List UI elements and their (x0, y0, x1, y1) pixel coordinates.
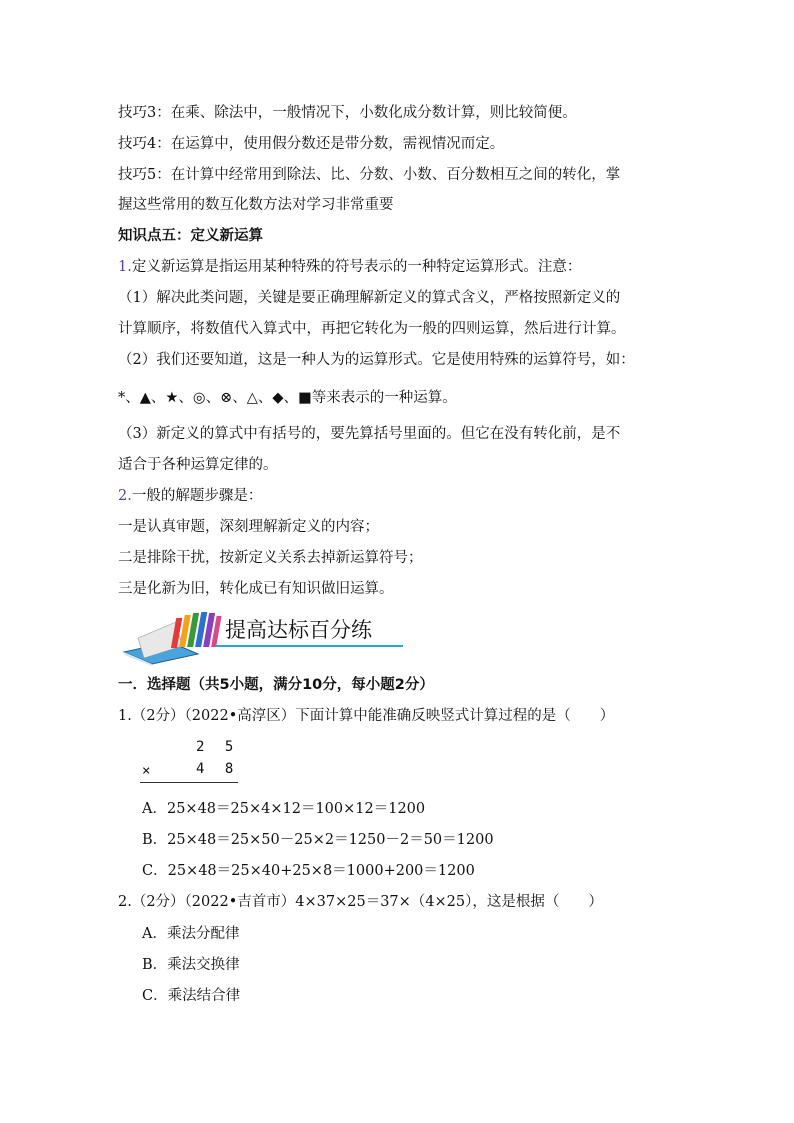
symbol-asterisk: * (118, 390, 126, 406)
tip-4: 技巧4：在运算中，使用假分数还是带分数，需视情况而定。 (118, 136, 505, 152)
symbol-row: *、▲、★、◎、⊗、△、◆、■等来表示的一种运算。 (118, 390, 457, 406)
symbol-row-tail: 等来表示的一种运算。 (311, 390, 457, 406)
point-1 (118, 257, 581, 277)
note-3-line-2: 适合于各种运算定律的。 (118, 457, 278, 473)
symbol-star: ★ (165, 390, 179, 406)
symbol-diamond: ◆ (272, 390, 284, 406)
question-2-option-c[interactable]: C．乘法结合律 (142, 988, 241, 1004)
point-1-text: 定义新运算是指运用某种特殊的符号表示的一种特定运算形式。注意： (131, 259, 582, 275)
vertical-operator: × (142, 763, 157, 779)
point-2 (118, 486, 262, 506)
symbol-triangle-filled: ▲ (139, 390, 151, 406)
note-3-line-1: （3）新定义的算式中有括号的，要先算括号里面的。但它在没有转化前，是不 (118, 426, 621, 442)
symbol-square: ■ (298, 390, 312, 406)
point-2-text: 一般的解题步骤是： (131, 488, 263, 504)
point-1-number: 1. (118, 259, 132, 275)
point-2-number: 2. (118, 488, 132, 504)
banner-title: 提高达标百分练 (225, 618, 372, 642)
vertical-multiplication (140, 737, 240, 789)
question-2-stem: 2.（2分）（2022•吉首市）4×37×25＝37×（4×25），这是根据（ ） (118, 894, 603, 910)
note-2-line-1: （2）我们还要知道，这是一种人为的运算形式。它是使用特殊的运算符号，如： (118, 352, 635, 368)
vertical-rule (140, 782, 238, 783)
section-heading: 知识点五：定义新运算 (118, 228, 263, 244)
tip-3: 技巧3：在乘、除法中，一般情况下，小数化成分数计算，则比较简便。 (118, 105, 577, 121)
note-1-line-2: 计算顺序，将数值代入算式中，再把它转化为一般的四则运算，然后进行计算。 (118, 321, 626, 337)
symbol-circled-times: ⊗ (220, 390, 233, 406)
note-1-line-1: （1）解决此类问题，关键是要正确理解新定义的算式含义，严格按照新定义的 (118, 290, 621, 306)
question-2-option-b[interactable]: B．乘法交换律 (142, 957, 240, 973)
question-1-option-a[interactable]: A．25×48＝25×4×12＝100×12＝1200 (142, 801, 426, 817)
quiz-section-title: 一．选择题（共5小题，满分10分，每小题2分） (118, 677, 434, 693)
step-1: 一是认真审题，深刻理解新定义的内容； (118, 519, 379, 535)
step-2: 二是排除干扰，按新定义关系去掉新运算符号； (118, 550, 423, 566)
question-1-stem: 1.（2分）（2022•高淳区）下面计算中能准确反映竖式计算过程的是（ ） (118, 708, 615, 724)
question-1-option-b[interactable]: B．25×48＝25×50－25×2＝1250－2＝50＝1200 (142, 832, 494, 848)
vertical-top-number: 2 5 (196, 739, 240, 755)
question-2-option-a[interactable]: A．乘法分配律 (142, 926, 240, 942)
vertical-bottom-number: 4 8 (196, 761, 240, 777)
step-3: 三是化新为旧，转化成已有知识做旧运算。 (118, 581, 394, 597)
question-1-option-c[interactable]: C．25×48＝25×40+25×8＝1000+200＝1200 (142, 863, 475, 879)
symbol-double-circle: ◎ (192, 390, 206, 406)
tip-5-line-2: 握这些常用的数互化数方法对学习非常重要 (118, 197, 394, 213)
tip-5-line-1: 技巧5：在计算中经常用到除法、比、分数、小数、百分数相互之间的转化，掌 (118, 167, 621, 183)
symbol-triangle-outline: △ (246, 390, 258, 406)
